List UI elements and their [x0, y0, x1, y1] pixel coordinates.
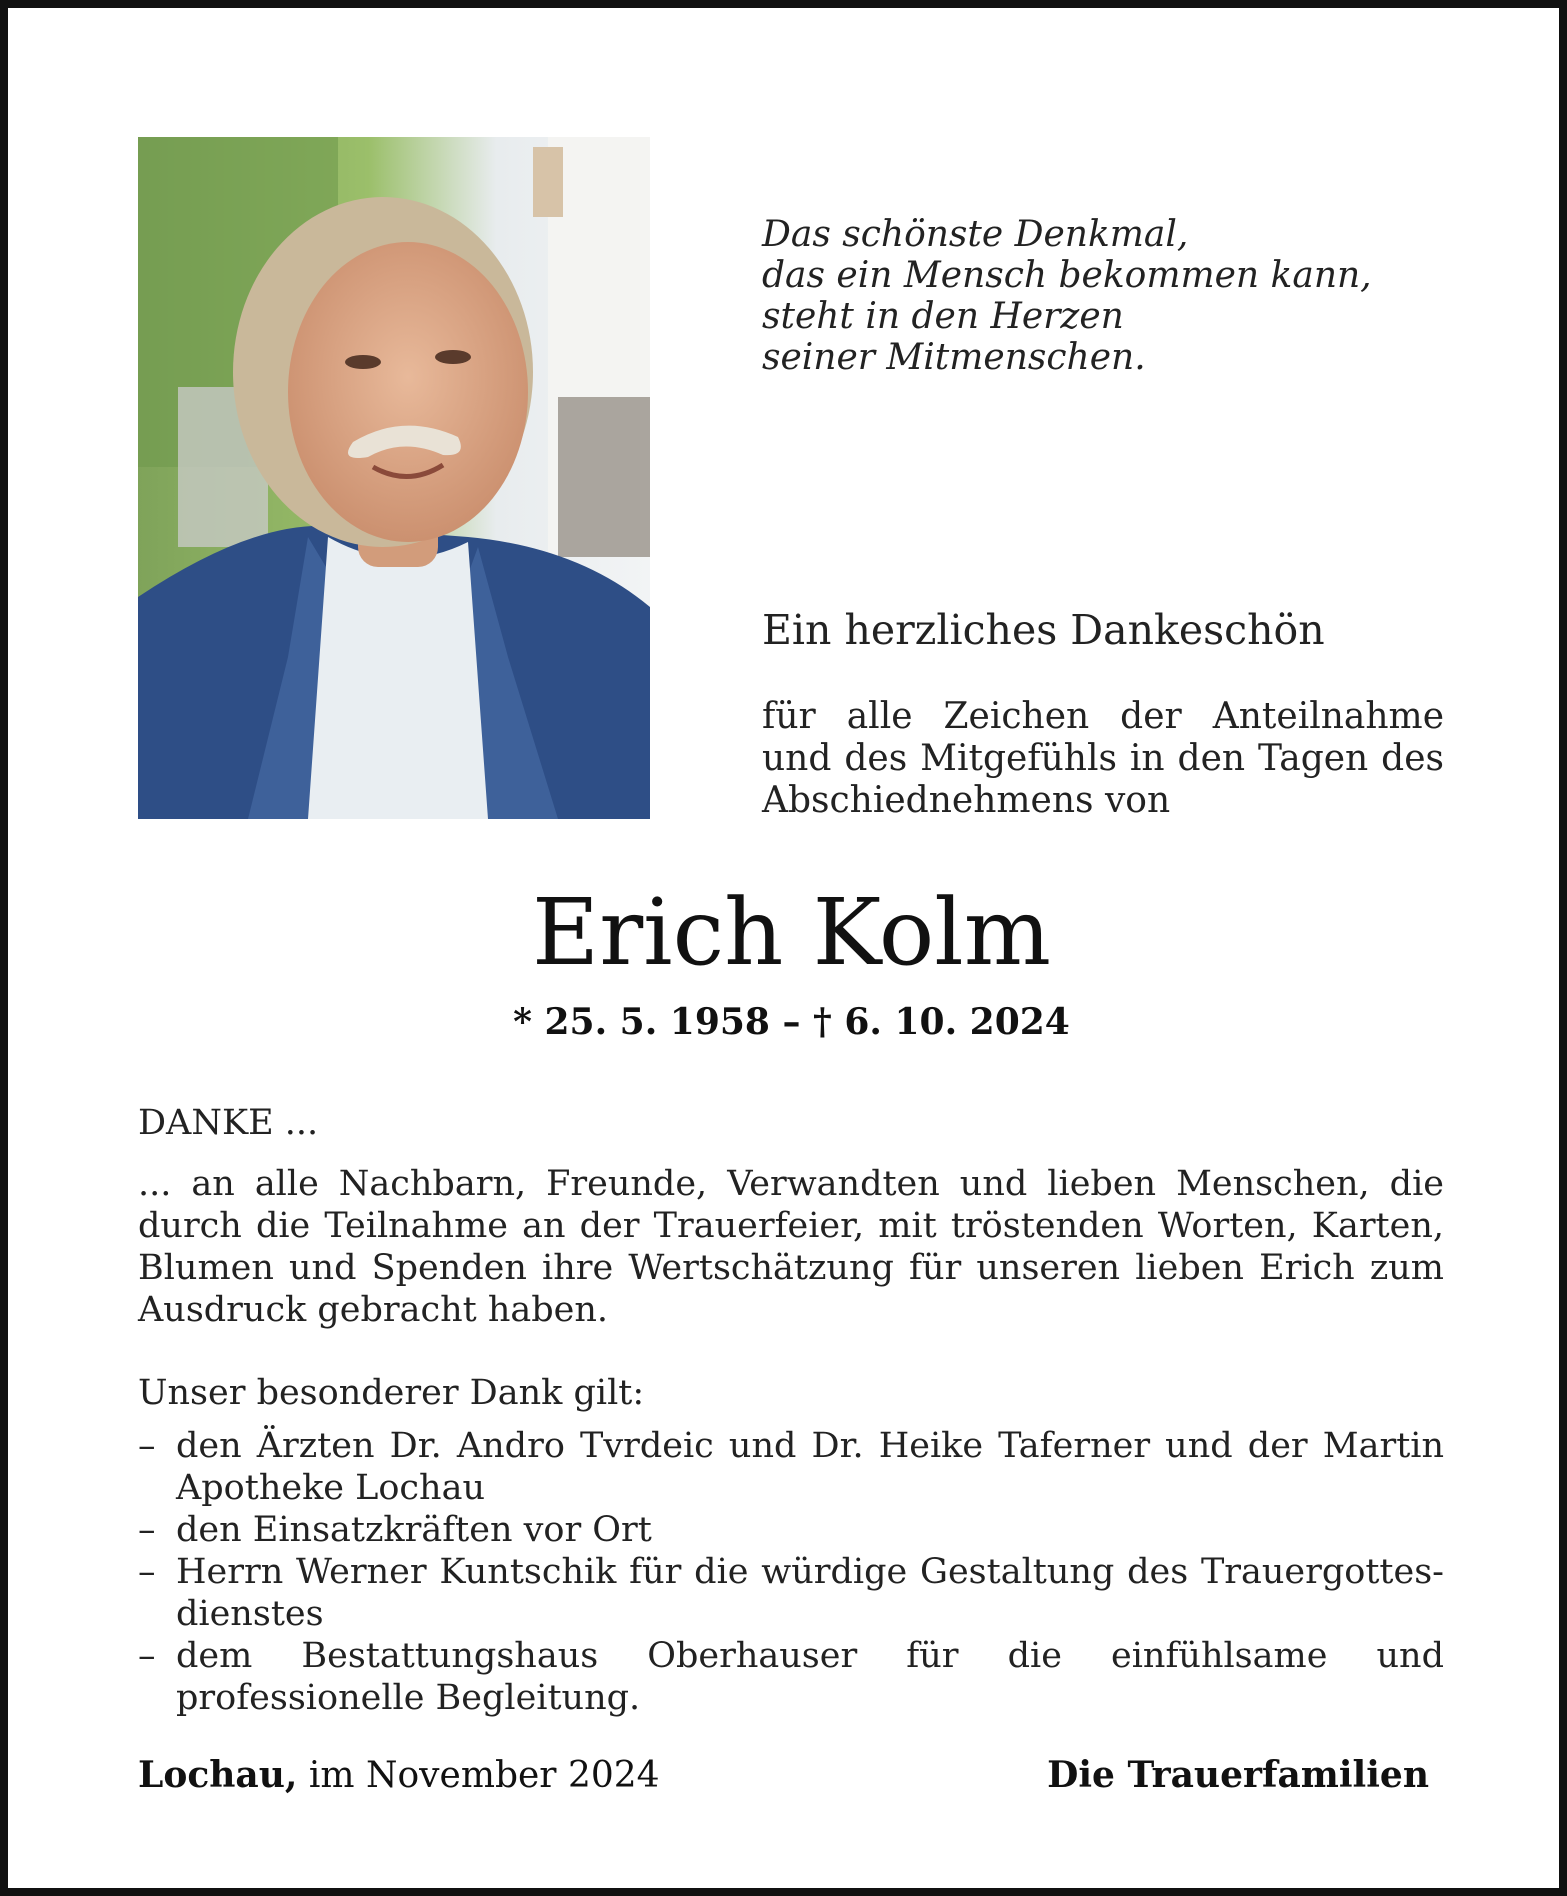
place-and-date [138, 1750, 660, 1801]
portrait-photo [138, 137, 650, 819]
special-thanks-list [138, 1425, 1444, 1719]
list-item [138, 1425, 1444, 1509]
life-dates: * 25. 5. 1958 – † 6. 10. 2024 [513, 1001, 1070, 1043]
thanks-paragraph: ... an alle Nachbarn, Freunde, Verwandten und lieben Menschen, die durch die Teilnahme an der Trauerfeier, mit tröstenden Worten, Karten, Blumen und Spenden ihre Wertschätzung für unseren lieben Erich zum Ausdruck gebracht haben. [138, 1164, 1444, 1330]
quote-line: das ein Mensch bekommen kann, [762, 255, 1372, 296]
quote-line: seiner Mitmenschen. [762, 337, 1146, 378]
list-item-text: dem Bestattungshaus Oberhauser für die einfühlsame und professionelle Begleitung. [176, 1636, 1444, 1718]
list-dash: – [138, 1552, 156, 1592]
thanks-text: für alle Zeichen der Anteilnahme und des Mitgefühls in den Tagen des Abschiednehmens von [762, 696, 1444, 821]
date: im November 2024 [308, 1755, 660, 1796]
list-dash: – [138, 1426, 156, 1466]
deceased-name: Erich Kolm [532, 879, 1051, 986]
danke-heading: DANKE ... [138, 1103, 319, 1143]
place: Lochau, [138, 1754, 298, 1796]
list-item-text: den Einsatzkräften vor Ort [176, 1510, 652, 1550]
list-item [138, 1551, 1444, 1635]
quote-line: Das schönste Denkmal, [762, 214, 1189, 255]
special-thanks-heading: Unser besonderer Dank gilt: [138, 1373, 645, 1413]
list-dash: – [138, 1636, 156, 1676]
quote-line: steht in den Herzen [762, 296, 1124, 337]
list-item-text: Herrn Werner Kuntschik für die würdige Gestaltung des Trauergottes- dienstes [176, 1552, 1444, 1634]
thanks-heading: Ein herzliches Dankeschön [762, 606, 1325, 654]
list-item [138, 1509, 1444, 1551]
list-dash: – [138, 1510, 156, 1550]
portrait-photo-graphic [138, 137, 650, 819]
signature: Die Trauerfamilien [1047, 1754, 1429, 1796]
list-item [138, 1635, 1444, 1719]
memorial-quote [762, 214, 1462, 378]
list-item-text: den Ärzten Dr. Andro Tvrdeic und Dr. Heike Taferner und der Martin Apotheke Lochau [176, 1426, 1444, 1508]
